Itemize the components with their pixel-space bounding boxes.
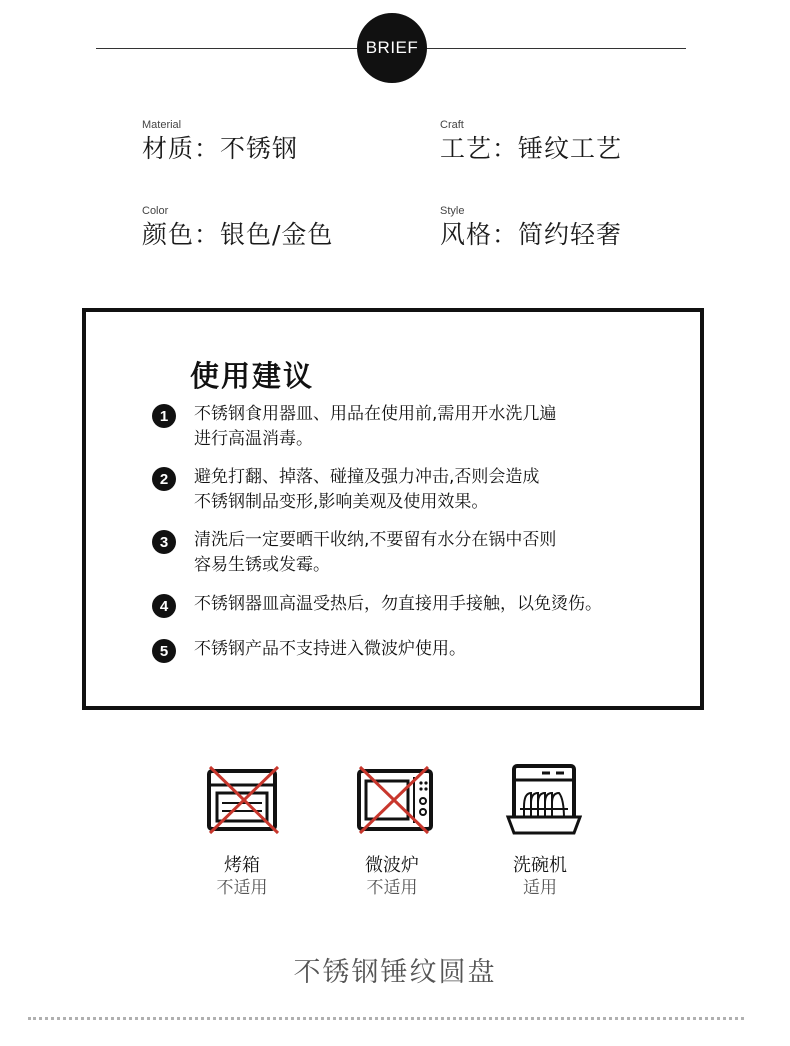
appliance-status: 不适用 [216,878,268,898]
oven-icon [200,763,284,835]
appliance-status: 适用 [523,878,557,898]
tip-line: 进行高温消毒。 [194,429,313,449]
tip-number-badge: 1 [152,404,176,428]
usage-tip-1 [152,402,694,452]
tip-number-badge: 2 [152,467,176,491]
spec-label-en: Craft [440,119,464,131]
spec-label-en: Style [440,205,465,217]
tip-line: 不锈钢食用器皿、用品在使用前,需用开水洗几遍 [194,404,557,424]
spec-label-en: Material [142,119,182,131]
tip-text [194,637,694,663]
appliance-oven [197,763,287,899]
spec-value: 颜色：银色/金色 [142,220,334,249]
tip-line: 不锈钢产品不支持进入微波炉使用。 [194,639,466,659]
usage-tip-5 [152,637,694,663]
tip-number-badge: 4 [152,594,176,618]
spec-material [142,119,298,164]
spec-value: 材质：不锈钢 [142,134,299,163]
dishwasher-icon [498,763,582,835]
appliance-dishwasher [495,763,585,899]
tip-line: 避免打翻、掉落、碰撞及强力冲击,否则会造成 [194,467,540,487]
tip-text [194,465,694,515]
appliance-status: 不适用 [366,878,418,898]
spec-color [142,205,333,250]
tip-number-badge: 5 [152,639,176,663]
tip-number-badge: 3 [152,530,176,554]
spec-label-en: Color [142,205,169,217]
tip-text [194,528,694,578]
usage-tip-3 [152,528,694,578]
microwave-icon [350,763,434,835]
appliance-name: 烤箱 [224,855,260,876]
tip-line: 清洗后一定要晒干收纳,不要留有水分在锅中否则 [194,530,557,550]
tip-line: 不锈钢制品变形,影响美观及使用效果。 [194,492,489,512]
tip-text [194,592,694,618]
tip-text [194,402,694,452]
appliance-name: 洗碗机 [513,855,567,876]
spec-value: 风格：简约轻奢 [440,220,623,249]
tip-line: 不锈钢器皿高温受热后，勿直接用手接触，以免烫伤。 [194,594,602,614]
spec-style [440,205,622,250]
usage-advice-box [82,308,704,710]
spec-craft [440,119,622,164]
brief-badge: BRIEF [357,13,427,83]
usage-tip-4 [152,592,694,618]
product-title: 不锈钢锤纹圆盘 [293,957,497,988]
appliance-microwave [347,763,437,899]
spec-value: 工艺：锤纹工艺 [440,134,623,163]
usage-tip-2 [152,465,694,515]
tip-line: 容易生锈或发霉。 [194,555,330,575]
appliance-name: 微波炉 [365,855,419,876]
bottom-dotted-divider [28,1017,744,1020]
usage-title: 使用建议 [190,359,315,393]
